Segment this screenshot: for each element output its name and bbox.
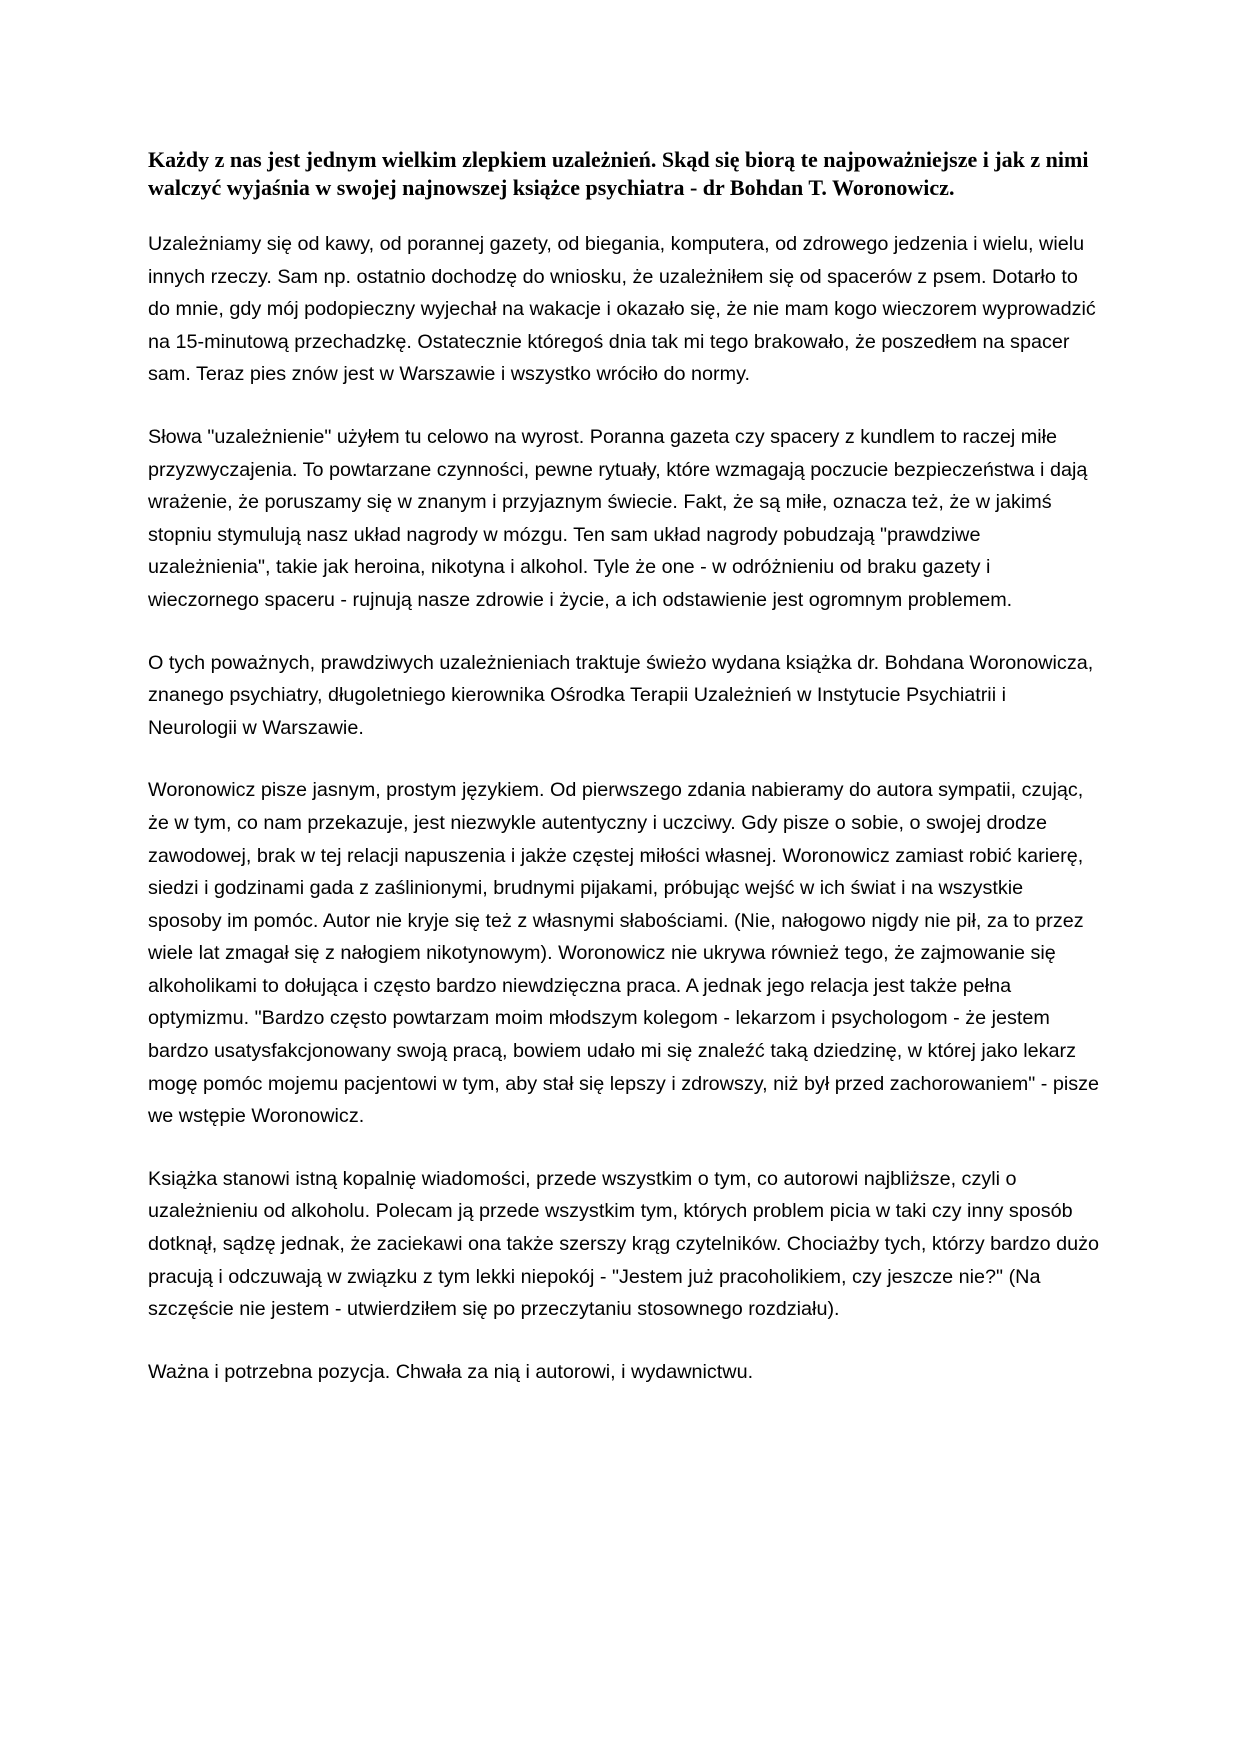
paragraph-1: Uzależniamy się od kawy, od porannej gazety, od biegania, komputera, od zdrowego jedzenia i wielu, wielu innych rzeczy. Sam np. ostatnio dochodzę do wniosku, że uzależniłem się od spacerów z psem. Dotarło to do mnie, gdy mój podopieczny wyjechał na wakacje i okazało się, że nie mam kogo wieczorem wyprowadzić na 15-minutową przechadzkę. Ostatecznie któregoś dnia tak mi tego brakowało, że poszedłem na spacer sam. Teraz pies znów jest w Warszawie i wszystko wróciło do normy. — [148, 233, 1096, 386]
paragraph-2: Słowa "uzależnienie" użyłem tu celowo na wyrost. Poranna gazeta czy spacery z kundlem to raczej miłe przyzwyczajenia. To powtarzane czynności, pewne rytuały, które wzmagają poczucie bezpieczeństwa i dają wrażenie, że poruszamy się w znanym i przyjaznym świecie. Fakt, że są miłe, oznacza też, że w jakimś stopniu stymulują nasz układ nagrody w mózgu. Ten sam układ nagrody pobudzają "prawdziwe uzależnienia", takie jak heroina, nikotyna i alkohol. Tyle że one - w odróżnieniu od braku gazety i wieczornego spaceru - rujnują nasze zdrowie i życie, a ich odstawienie jest ogromnym problemem. — [148, 425, 1088, 611]
paragraph-6: Ważna i potrzebna pozycja. Chwała za nią i autorowi, i wydawnictwu. — [148, 1360, 754, 1383]
paragraph-5: Książka stanowi istną kopalnię wiadomości, przede wszystkim o tym, co autorowi najbliższe, czyli o uzależnieniu od alkoholu. Polecam ją przede wszystkim tym, których problem picia w taki czy inny sposób dotknął, sądzę jednak, że zaciekawi ona także szerszy krąg czytelników. Chociażby tych, którzy bardzo dużo pracują i odczuwają w związku z tym lekki niepokój - "Jestem już pracoholikiem, czy jeszcze nie?" (Na szczęście nie jestem - utwierdziłem się po przeczytaniu stosownego rozdziału). — [148, 1167, 1100, 1321]
article-title: Każdy z nas jest jednym wielkim zlepkiem uzależnień. Skąd się biorą te najpoważniejsze i jak z nimi walczyć wyjaśnia w swojej najnowszej książce psychiatra - dr Bohdan T. Woronowicz. — [148, 147, 1089, 200]
paragraph-4: Woronowicz pisze jasnym, prostym językiem. Od pierwszego zdania nabieramy do autora sympatii, czując, że w tym, co nam przekazuje, jest niezwykle autentyczny i uczciwy. Gdy pisze o sobie, o swojej drodze zawodowej, brak w tej relacji napuszenia i jakże częstej miłości własnej. Woronowicz zamiast robić karierę, siedzi i godzinami gada z zaślinionymi, brudnymi pijakami, próbując wejść w ich świat i na wszystkie sposoby im pomóc. Autor nie kryje się też z własnymi słabościami. (Nie, nałogowo nigdy nie pił, za to przez wiele lat zmagał się z nałogiem nikotynowym). Woronowicz nie ukrywa również tego, że zajmowanie się alkoholikami to dołująca i często bardzo niewdzięczna praca. A jednak jego relacja jest także pełna optymizmu. "Bardzo często powtarzam moim młodszym kolegom - lekarzom i psychologom - że jestem bardzo usatysfakcjonowany swoją pracą, bowiem udało mi się znaleźć taką dziedzinę, w której jako lekarz mogę pomóc mojemu pacjentowi w tym, aby stał się lepszy i zdrowszy, niż był przed zachorowaniem" - pisze we wstępie Woronowicz. — [148, 779, 1100, 1128]
paragraph-3: O tych poważnych, prawdziwych uzależnieniach traktuje świeżo wydana książka dr. Bohdana Woronowicza, znanego psychiatry, długoletniego kierownika Ośrodka Terapii Uzależnień w Instytucie Psychiatrii i Neurologii w Warszawie. — [148, 651, 1094, 739]
